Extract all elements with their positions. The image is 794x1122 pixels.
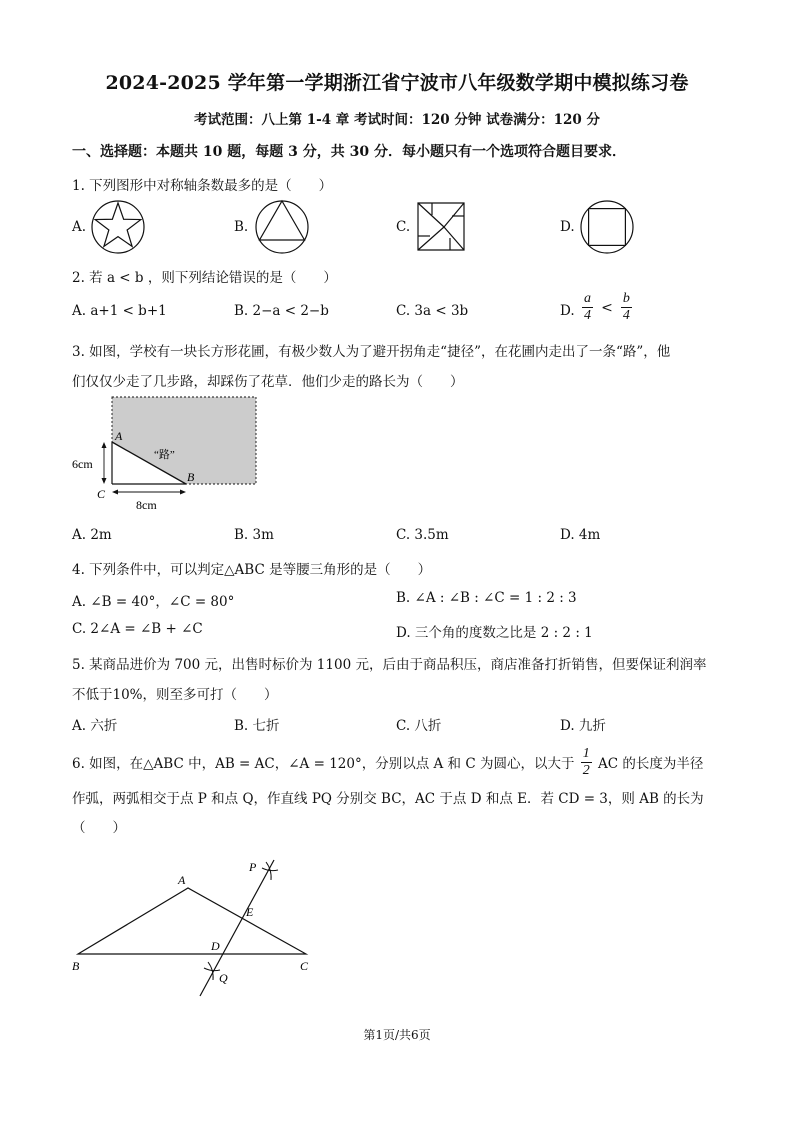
q5-option-a: A. 六折	[72, 718, 118, 734]
q3-option-a: A. 2m	[72, 527, 112, 543]
q3-option-c: C. 3.5m	[396, 527, 449, 543]
point-p-label: P	[249, 860, 257, 874]
q1-option-a-label: A.	[72, 219, 87, 235]
road-label: “路”	[154, 449, 175, 461]
triangle-abc	[78, 888, 306, 954]
q5-option-b: B. 七折	[234, 718, 280, 734]
q1-triangle-in-circle-figure	[252, 198, 312, 258]
q3-option-b: B. 3m	[234, 527, 274, 543]
q2-option-a: A. a+1 < b+1	[72, 303, 167, 319]
q1-square-in-circle-figure	[578, 198, 638, 258]
question-5-line-2: 不低于10%，则至多可打（ ）	[72, 687, 278, 703]
exam-info: 考试范围：八上第 1-4 章 考试时间：120 分钟 试卷满分：120 分	[194, 112, 600, 128]
point-a-label: A	[178, 873, 186, 887]
question-2-text: 2. 若 a < b ，则下列结论错误的是（ ）	[72, 270, 337, 286]
question-6-line-1: 6. 如图，在△ABC 中，AB = AC，∠A = 120°，分别以点 A 和 C 为圆心，以大于 $\frac{1}{2}$ AC 的长度为半径	[72, 746, 704, 778]
q2-option-b: B. 2−a < 2−b	[234, 303, 329, 319]
q4-option-d: D. 三个角的度数之比是 2 : 2 : 1	[396, 625, 593, 641]
question-6-line-2: 作弧，两弧相交于点 P 和点 Q，作直线 PQ 分别交 BC，AC 于点 D 和点 E．若 CD = 3，则 AB 的长为	[72, 791, 704, 807]
point-e-label: E	[246, 905, 254, 919]
fraction-b-over-4: $\frac{b}{4}$	[622, 291, 630, 323]
fraction-a-over-4: $\frac{a}{4}$	[584, 291, 591, 323]
side-ac-label: 6cm	[72, 457, 93, 471]
q1-option-c-label: C.	[396, 219, 411, 235]
side-cb-label: 8cm	[136, 498, 157, 512]
q4-option-a: A. ∠B = 40°，∠C = 80°	[72, 594, 235, 610]
point-b-label: B	[72, 959, 80, 973]
q3-garden-figure	[66, 392, 266, 514]
point-a-label: A	[115, 429, 123, 443]
q2-option-d-expression: $\frac{a}{4}$ < $\frac{b}{4}$	[584, 291, 630, 323]
q1-option-d-label: D.	[560, 219, 575, 235]
q2-option-d-label: D.	[560, 303, 575, 319]
question-3-line-2: 们仅仅少走了几步路，却踩伤了花草．他们少走的路长为（ ）	[72, 374, 464, 390]
question-6-line-3: （ ）	[72, 820, 126, 836]
question-3-line-1: 3. 如图，学校有一块长方形花圃，有极少数人为了避开拐角走“捷径”，在花圃内走出了一条“路”，他	[72, 344, 671, 360]
question-5-line-1: 5. 某商品进价为 700 元，出售时标价为 1100 元，后由于商品积压，商店准备打折销售，但要保证利润率	[72, 657, 707, 673]
q3-option-d: D. 4m	[560, 527, 601, 543]
fraction-one-half: $\frac{1}{2}$	[582, 746, 590, 778]
point-q-label: Q	[219, 971, 228, 985]
page-title: 2024-2025 学年第一学期浙江省宁波市八年级数学期中模拟练习卷	[105, 72, 689, 94]
point-b-label: B	[187, 470, 195, 484]
q2-option-c: C. 3a < 3b	[396, 303, 469, 319]
point-c-label: C	[97, 487, 106, 501]
q5-option-c: C. 八折	[396, 718, 442, 734]
q4-option-c: C. 2∠A = ∠B + ∠C	[72, 621, 203, 637]
point-d-label: D	[211, 939, 220, 953]
page-footer: 第1页/共6页	[363, 1028, 431, 1042]
q4-option-b: B. ∠A : ∠B : ∠C = 1 : 2 : 3	[396, 590, 577, 606]
q1-option-b-label: B.	[234, 219, 249, 235]
point-c-label: C	[300, 959, 309, 973]
section-heading: 一、选择题：本题共 10 题，每题 3 分，共 30 分．每小题只有一个选项符合题目要求．	[72, 144, 626, 160]
q5-option-d: D. 九折	[560, 718, 606, 734]
question-1-text: 1. 下列图形中对称轴条数最多的是（ ）	[72, 178, 333, 194]
line-pq	[200, 860, 274, 996]
question-4-text: 4. 下列条件中，可以判定△ABC 是等腰三角形的是（ ）	[72, 562, 432, 578]
q1-pinwheel-figure	[414, 200, 474, 254]
q1-star-in-circle-figure	[90, 198, 150, 258]
q6-triangle-figure	[66, 850, 326, 1000]
